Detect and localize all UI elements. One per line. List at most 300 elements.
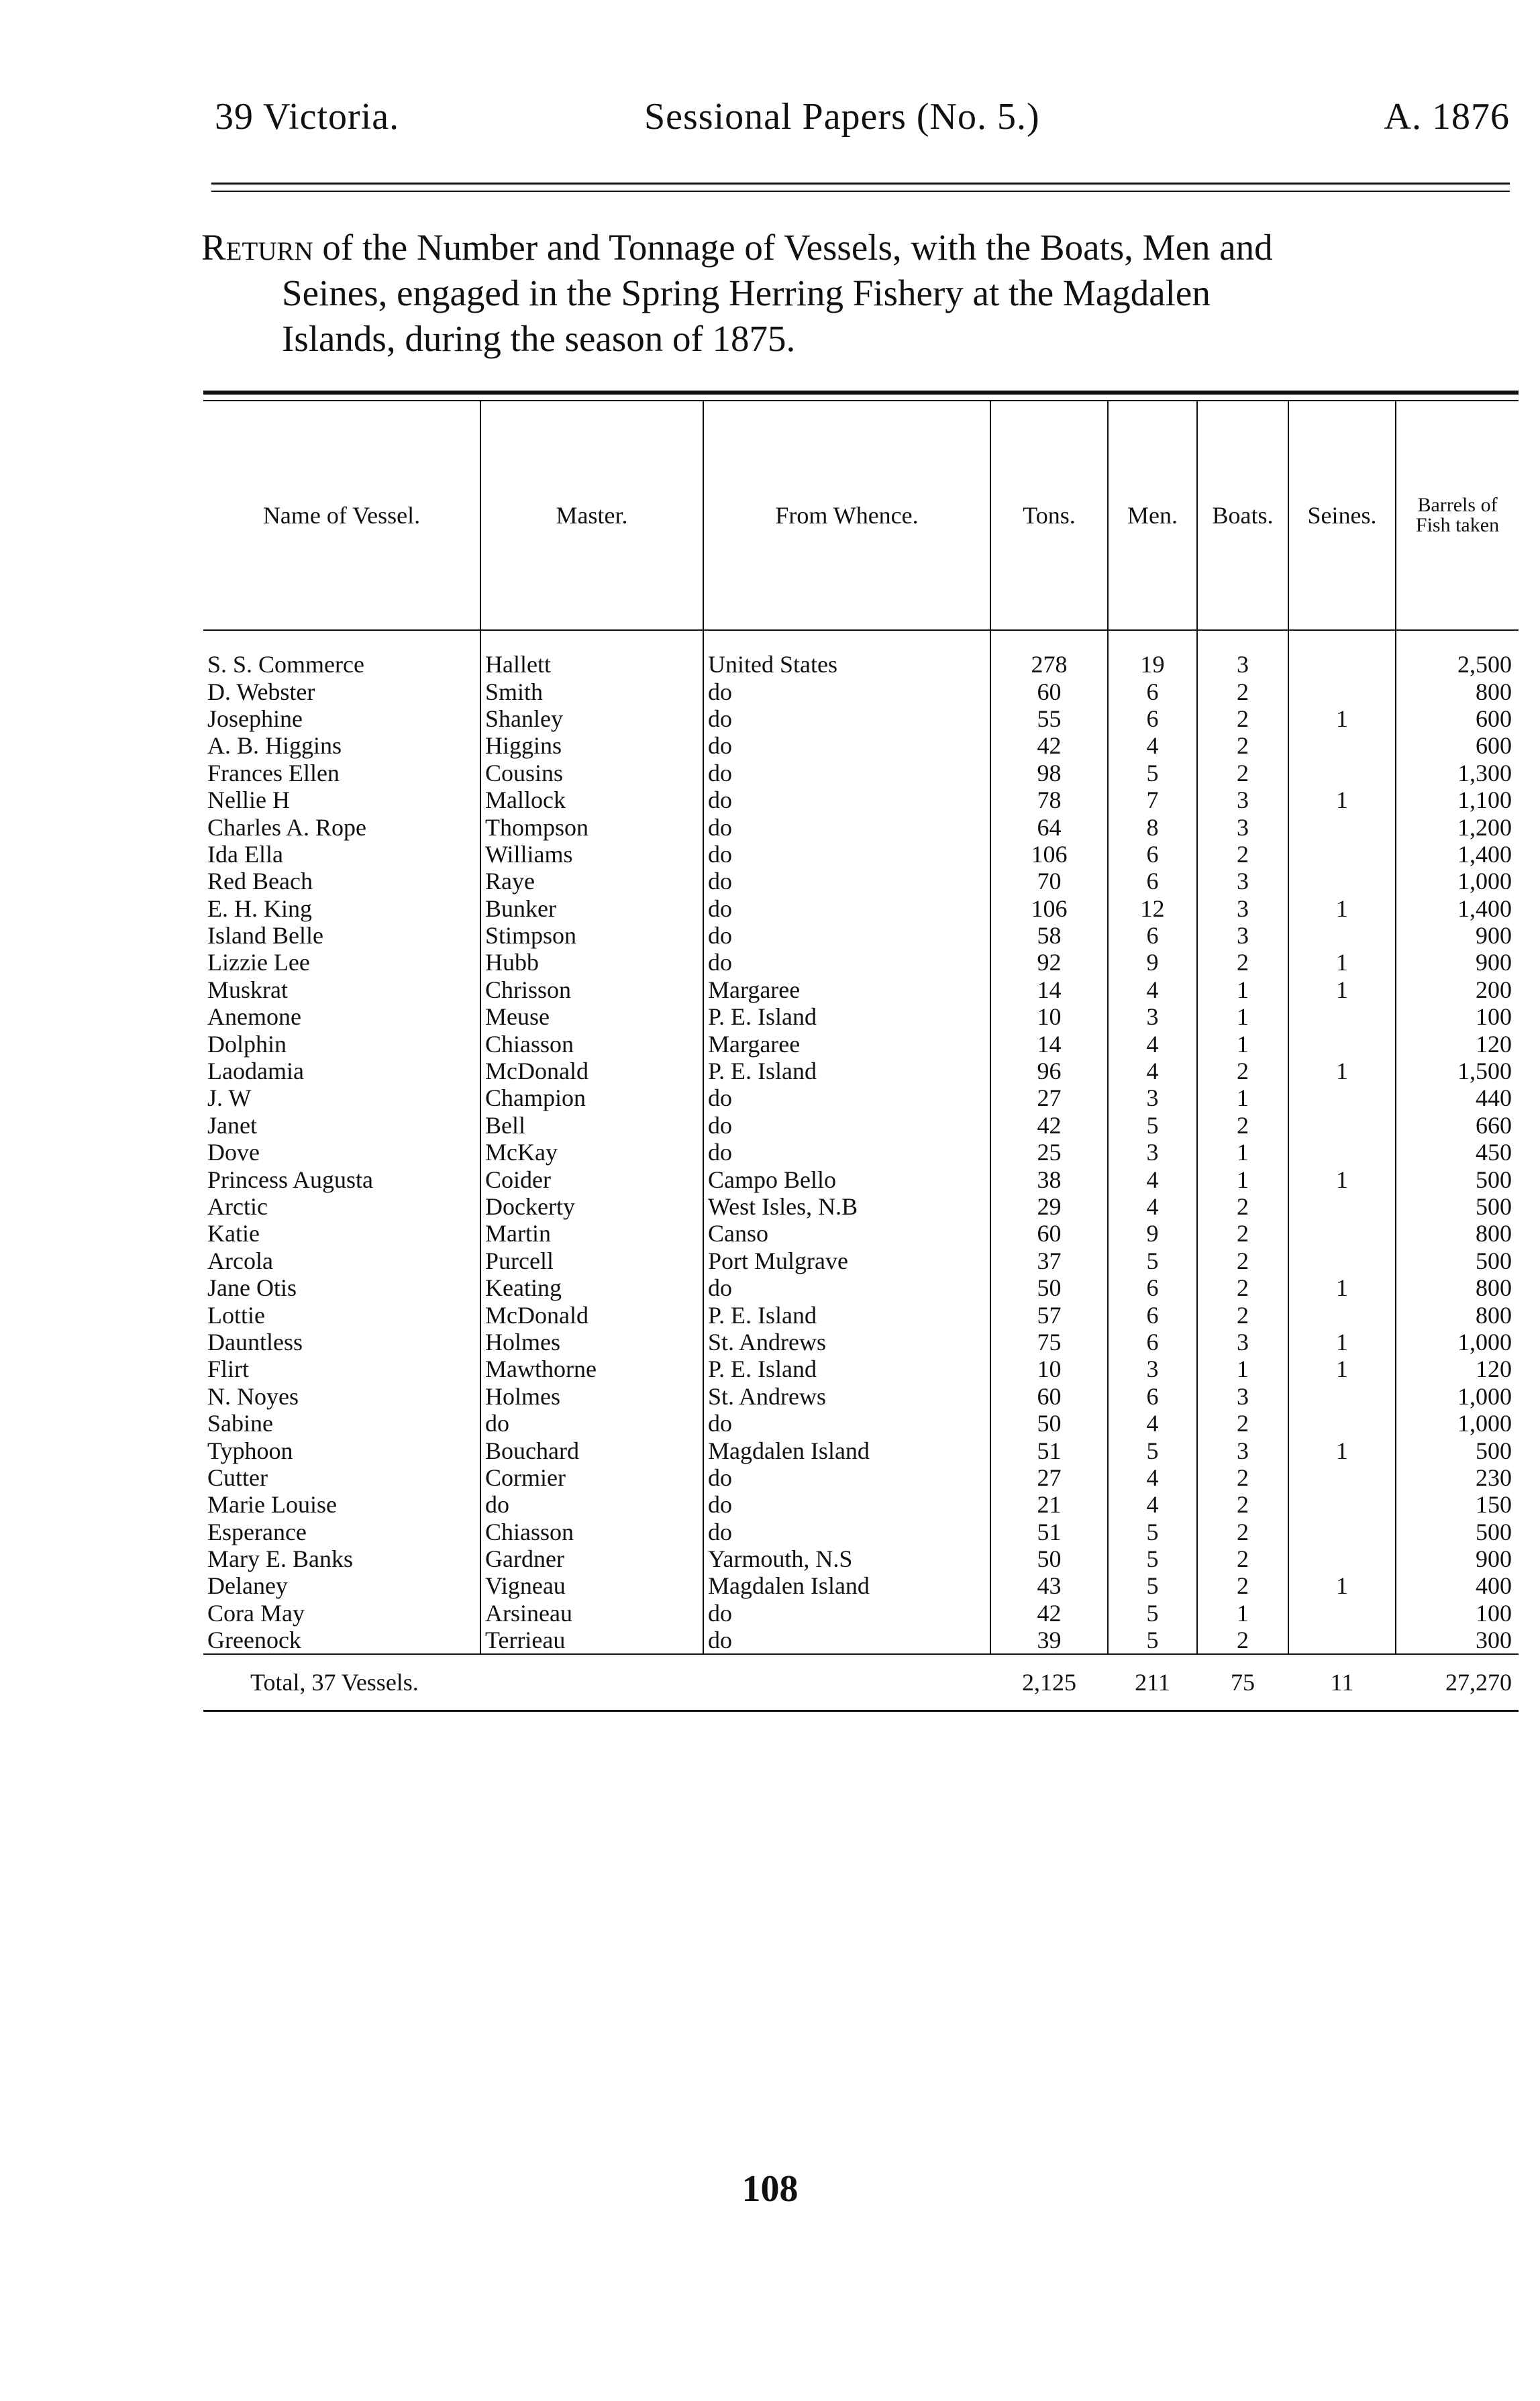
men-cell: 5 [1108, 1600, 1197, 1627]
table-header-row [203, 401, 1519, 630]
seines-cell [1288, 1301, 1396, 1328]
boats-cell: 2 [1197, 1274, 1288, 1301]
tons-cell: 14 [990, 976, 1108, 1003]
from-whence-cell: St. Andrews [703, 1383, 990, 1410]
vessel-name-cell: Lottie [207, 1301, 265, 1329]
seines-cell: 1 [1288, 1329, 1396, 1356]
table-row [203, 868, 1519, 895]
vessel-name-cell: Mary E. Banks [207, 1545, 353, 1573]
master-name-cell: Chiasson [480, 1030, 703, 1057]
barrels-cell: 1,400 [1396, 841, 1519, 868]
boats-cell: 1 [1197, 1600, 1288, 1627]
title-line-1-rest: of the Number and Tonnage of Vessels, with the Boats, Men and [313, 227, 1273, 268]
barrels-cell: 150 [1396, 1491, 1519, 1518]
barrels-cell: 400 [1396, 1572, 1519, 1599]
table-row [203, 1329, 1519, 1356]
barrels-cell: 1,400 [1396, 895, 1519, 922]
men-cell: 4 [1108, 1410, 1197, 1437]
master-name-cell: Thompson [480, 813, 703, 840]
master-name-cell: Bouchard [480, 1437, 703, 1464]
barrels-cell: 1,300 [1396, 760, 1519, 786]
seines-cell [1288, 1491, 1396, 1518]
vessel-name-cell: S. S. Commerce [207, 651, 364, 678]
tons-cell: 43 [990, 1572, 1108, 1599]
from-whence-cell: do [703, 922, 990, 949]
barrels-cell: 120 [1396, 1356, 1519, 1382]
vessel-name-cell: Charles A. Rope [207, 813, 366, 841]
tons-cell: 27 [990, 1464, 1108, 1491]
from-whence-cell: do [703, 786, 990, 813]
boats-cell: 2 [1197, 1519, 1288, 1545]
vessel-name-cell: Janet [207, 1111, 257, 1139]
boats-cell: 3 [1197, 1329, 1288, 1356]
barrels-cell: 1,500 [1396, 1058, 1519, 1084]
seines-cell [1288, 813, 1396, 840]
seines-cell: 1 [1288, 1437, 1396, 1464]
table-row [203, 1600, 1519, 1627]
from-whence-cell: do [703, 760, 990, 786]
men-cell: 8 [1108, 813, 1197, 840]
master-name-cell: McKay [480, 1139, 703, 1166]
boats-cell: 1 [1197, 1356, 1288, 1382]
master-name-cell: Mawthorne [480, 1356, 703, 1382]
header-series: Sessional Papers (No. 5.) [644, 96, 1040, 138]
boats-cell: 2 [1197, 705, 1288, 732]
tons-cell: 29 [990, 1193, 1108, 1220]
tons-cell: 21 [990, 1491, 1108, 1518]
tons-cell: 78 [990, 786, 1108, 813]
vessel-name-cell: Josephine [207, 705, 303, 732]
tons-cell: 75 [990, 1329, 1108, 1356]
tons-cell: 10 [990, 1003, 1108, 1030]
vessel-name-cell: Dolphin [207, 1030, 287, 1058]
boats-cell: 2 [1197, 1491, 1288, 1518]
title-lead-word: Return [201, 227, 313, 268]
boats-cell: 1 [1197, 1003, 1288, 1030]
vessel-name-cell: Dove [207, 1139, 260, 1166]
tons-cell: 70 [990, 868, 1108, 895]
from-whence-cell: do [703, 732, 990, 759]
master-name-cell: Cousins [480, 760, 703, 786]
men-cell: 3 [1108, 1003, 1197, 1030]
barrels-cell: 230 [1396, 1464, 1519, 1491]
boats-cell: 2 [1197, 1247, 1288, 1274]
boats-cell: 2 [1197, 760, 1288, 786]
total-label: Total, 37 Vessels. [203, 1654, 480, 1711]
col-header-master: Master. [480, 401, 703, 630]
seines-cell [1288, 1139, 1396, 1166]
from-whence-cell: do [703, 868, 990, 895]
tons-cell: 64 [990, 813, 1108, 840]
barrels-cell: 900 [1396, 949, 1519, 976]
master-name-cell: Chrisson [480, 976, 703, 1003]
table-row [203, 1112, 1519, 1139]
master-name-cell: Raye [480, 868, 703, 895]
barrels-cell: 500 [1396, 1519, 1519, 1545]
men-cell: 6 [1108, 841, 1197, 868]
barrels-cell: 200 [1396, 976, 1519, 1003]
barrels-cell: 120 [1396, 1030, 1519, 1057]
men-cell: 6 [1108, 1274, 1197, 1301]
barrels-cell: 450 [1396, 1139, 1519, 1166]
table-row [203, 1220, 1519, 1247]
table-row [203, 1410, 1519, 1437]
total-seines: 11 [1288, 1654, 1396, 1711]
boats-cell: 2 [1197, 1112, 1288, 1139]
barrels-cell: 1,000 [1396, 1410, 1519, 1437]
barrels-cell: 1,200 [1396, 813, 1519, 840]
table-row [203, 1274, 1519, 1301]
from-whence-cell: do [703, 1627, 990, 1654]
men-cell: 6 [1108, 1383, 1197, 1410]
from-whence-cell: Magdalen Island [703, 1572, 990, 1599]
vessel-name-cell: Jane Otis [207, 1274, 297, 1302]
barrels-cell: 100 [1396, 1003, 1519, 1030]
tons-cell: 50 [990, 1410, 1108, 1437]
master-name-cell: Mallock [480, 786, 703, 813]
seines-cell [1288, 1003, 1396, 1030]
table-row [203, 922, 1519, 949]
seines-cell [1288, 1030, 1396, 1057]
table-row [203, 1491, 1519, 1518]
col-header-from: From Whence. [703, 401, 990, 630]
boats-cell: 2 [1197, 1464, 1288, 1491]
boats-cell: 1 [1197, 1166, 1288, 1192]
vessel-name-cell: Sabine [207, 1410, 273, 1437]
master-name-cell: do [480, 1410, 703, 1437]
vessel-name-cell: Island Belle [207, 922, 323, 950]
table-row [203, 1572, 1519, 1599]
master-name-cell: Hubb [480, 949, 703, 976]
table-row [203, 786, 1519, 813]
from-whence-cell: Margaree [703, 1030, 990, 1057]
seines-cell: 1 [1288, 1166, 1396, 1192]
from-whence-cell: Margaree [703, 976, 990, 1003]
table-row [203, 1627, 1519, 1654]
boats-cell: 3 [1197, 786, 1288, 813]
table-row [203, 1383, 1519, 1410]
from-whence-cell: do [703, 1491, 990, 1518]
table-row [203, 1030, 1519, 1057]
barrels-cell: 800 [1396, 1301, 1519, 1328]
tons-cell: 106 [990, 895, 1108, 922]
table-body [203, 630, 1519, 1654]
master-name-cell: Holmes [480, 1383, 703, 1410]
from-whence-cell: Port Mulgrave [703, 1247, 990, 1274]
tons-cell: 38 [990, 1166, 1108, 1192]
boats-cell: 2 [1197, 841, 1288, 868]
master-name-cell: Hallett [480, 630, 703, 678]
seines-cell: 1 [1288, 949, 1396, 976]
vessel-name-cell: Nellie H [207, 786, 290, 814]
boats-cell: 1 [1197, 1139, 1288, 1166]
from-whence-cell: do [703, 813, 990, 840]
vessel-name-cell: Delaney [207, 1572, 288, 1600]
seines-cell [1288, 868, 1396, 895]
barrels-cell: 2,500 [1396, 630, 1519, 678]
seines-cell: 1 [1288, 786, 1396, 813]
master-name-cell: Williams [480, 841, 703, 868]
master-name-cell: do [480, 1491, 703, 1518]
men-cell: 9 [1108, 949, 1197, 976]
from-whence-cell: do [703, 841, 990, 868]
seines-cell [1288, 1627, 1396, 1654]
from-whence-cell: P. E. Island [703, 1356, 990, 1382]
master-name-cell: Champion [480, 1084, 703, 1111]
boats-cell: 2 [1197, 1545, 1288, 1572]
from-whence-cell: do [703, 1084, 990, 1111]
col-header-seines: Seines. [1288, 401, 1396, 630]
tons-cell: 60 [990, 1220, 1108, 1247]
total-from [703, 1654, 990, 1711]
master-name-cell: Shanley [480, 705, 703, 732]
page-number: 108 [741, 2168, 799, 2210]
tons-cell: 50 [990, 1545, 1108, 1572]
table-row [203, 1301, 1519, 1328]
from-whence-cell: do [703, 895, 990, 922]
men-cell: 4 [1108, 1464, 1197, 1491]
seines-cell [1288, 1545, 1396, 1572]
master-name-cell: Cormier [480, 1464, 703, 1491]
vessel-name-cell: Arctic [207, 1193, 268, 1220]
master-name-cell: Dockerty [480, 1193, 703, 1220]
from-whence-cell: do [703, 1464, 990, 1491]
from-whence-cell: United States [703, 630, 990, 678]
tons-cell: 14 [990, 1030, 1108, 1057]
vessel-name-cell: Frances Ellen [207, 759, 340, 786]
barrels-cell: 1,100 [1396, 786, 1519, 813]
seines-cell [1288, 760, 1396, 786]
boats-cell: 3 [1197, 1383, 1288, 1410]
seines-cell [1288, 841, 1396, 868]
tons-cell: 50 [990, 1274, 1108, 1301]
boats-cell: 3 [1197, 1437, 1288, 1464]
title-line-3: Islands, during the season of 1875. [282, 318, 796, 359]
men-cell: 5 [1108, 1112, 1197, 1139]
table-row [203, 1166, 1519, 1192]
barrels-cell: 800 [1396, 1220, 1519, 1247]
master-name-cell: McDonald [480, 1301, 703, 1328]
vessel-name-cell: Anemone [207, 1003, 301, 1031]
men-cell: 4 [1108, 976, 1197, 1003]
total-boats: 75 [1197, 1654, 1288, 1711]
table-row [203, 949, 1519, 976]
table-row [203, 732, 1519, 759]
from-whence-cell: St. Andrews [703, 1329, 990, 1356]
boats-cell: 2 [1197, 1301, 1288, 1328]
total-men: 211 [1108, 1654, 1197, 1711]
vessel-name-cell: Typhoon [207, 1437, 293, 1464]
tons-cell: 58 [990, 922, 1108, 949]
master-name-cell: Coider [480, 1166, 703, 1192]
boats-cell: 2 [1197, 1410, 1288, 1437]
vessel-name-cell: N. Noyes [207, 1382, 299, 1410]
men-cell: 3 [1108, 1139, 1197, 1166]
table-row [203, 1003, 1519, 1030]
table-row [203, 630, 1519, 678]
total-tons: 2,125 [990, 1654, 1108, 1711]
table-row [203, 1193, 1519, 1220]
table-row [203, 678, 1519, 705]
men-cell: 6 [1108, 678, 1197, 705]
vessel-name-cell: Katie [207, 1220, 260, 1247]
boats-cell: 2 [1197, 1220, 1288, 1247]
table-row [203, 1464, 1519, 1491]
vessel-name-cell: Ida Ella [207, 840, 283, 868]
vessel-name-cell: E. H. King [207, 895, 312, 922]
master-name-cell: Smith [480, 678, 703, 705]
boats-cell: 2 [1197, 1572, 1288, 1599]
boats-cell: 3 [1197, 895, 1288, 922]
from-whence-cell: P. E. Island [703, 1301, 990, 1328]
vessel-name-cell: Esperance [207, 1518, 307, 1545]
vessel-name-cell: J. W [207, 1084, 252, 1112]
from-whence-cell: do [703, 1112, 990, 1139]
men-cell: 6 [1108, 922, 1197, 949]
barrels-cell: 500 [1396, 1437, 1519, 1464]
seines-cell [1288, 1112, 1396, 1139]
seines-cell: 1 [1288, 1356, 1396, 1382]
boats-cell: 2 [1197, 1193, 1288, 1220]
tons-cell: 10 [990, 1356, 1108, 1382]
master-name-cell: Gardner [480, 1545, 703, 1572]
master-name-cell: Chiasson [480, 1519, 703, 1545]
men-cell: 5 [1108, 1519, 1197, 1545]
title-line-1 [201, 225, 1517, 270]
seines-cell: 1 [1288, 1274, 1396, 1301]
table-row [203, 1437, 1519, 1464]
from-whence-cell: Yarmouth, N.S [703, 1545, 990, 1572]
seines-cell [1288, 678, 1396, 705]
table-row [203, 895, 1519, 922]
tons-cell: 39 [990, 1627, 1108, 1654]
total-barrels: 27,270 [1396, 1654, 1519, 1711]
men-cell: 5 [1108, 1572, 1197, 1599]
men-cell: 9 [1108, 1220, 1197, 1247]
tons-cell: 96 [990, 1058, 1108, 1084]
master-name-cell: Meuse [480, 1003, 703, 1030]
men-cell: 3 [1108, 1356, 1197, 1382]
seines-cell [1288, 1519, 1396, 1545]
vessel-name-cell: Princess Augusta [207, 1166, 373, 1193]
from-whence-cell: do [703, 1274, 990, 1301]
master-name-cell: Vigneau [480, 1572, 703, 1599]
barrels-cell: 100 [1396, 1600, 1519, 1627]
header-rule-secondary [211, 191, 1510, 192]
master-name-cell: Stimpson [480, 922, 703, 949]
vessel-return-table [203, 391, 1519, 1712]
barrels-cell: 660 [1396, 1112, 1519, 1139]
table-top-rule [203, 393, 1519, 401]
from-whence-cell: do [703, 1139, 990, 1166]
men-cell: 4 [1108, 1166, 1197, 1192]
boats-cell: 2 [1197, 678, 1288, 705]
boats-cell: 2 [1197, 949, 1288, 976]
tons-cell: 55 [990, 705, 1108, 732]
boats-cell: 1 [1197, 1084, 1288, 1111]
barrels-cell: 500 [1396, 1247, 1519, 1274]
seines-cell: 1 [1288, 1572, 1396, 1599]
header-rule [211, 183, 1510, 185]
table-row [203, 705, 1519, 732]
men-cell: 3 [1108, 1084, 1197, 1111]
men-cell: 6 [1108, 1329, 1197, 1356]
tons-cell: 42 [990, 1600, 1108, 1627]
col-header-boats: Boats. [1197, 401, 1288, 630]
seines-cell: 1 [1288, 895, 1396, 922]
barrels-cell: 1,000 [1396, 868, 1519, 895]
table-row [203, 1519, 1519, 1545]
master-name-cell: Higgins [480, 732, 703, 759]
from-whence-cell: Magdalen Island [703, 1437, 990, 1464]
table-row [203, 1084, 1519, 1111]
table-row [203, 976, 1519, 1003]
master-name-cell: Purcell [480, 1247, 703, 1274]
seines-cell: 1 [1288, 705, 1396, 732]
table-row [203, 841, 1519, 868]
tons-cell: 60 [990, 1383, 1108, 1410]
table-row [203, 813, 1519, 840]
table-row [203, 1058, 1519, 1084]
master-name-cell: Holmes [480, 1329, 703, 1356]
tons-cell: 106 [990, 841, 1108, 868]
tons-cell: 42 [990, 732, 1108, 759]
tons-cell: 51 [990, 1519, 1108, 1545]
barrels-cell: 1,000 [1396, 1329, 1519, 1356]
barrels-cell: 900 [1396, 1545, 1519, 1572]
men-cell: 12 [1108, 895, 1197, 922]
men-cell: 4 [1108, 1491, 1197, 1518]
boats-cell: 3 [1197, 630, 1288, 678]
running-header [215, 95, 1510, 149]
tons-cell: 92 [990, 949, 1108, 976]
seines-cell [1288, 922, 1396, 949]
vessel-name-cell: Cutter [207, 1464, 268, 1491]
tons-cell: 98 [990, 760, 1108, 786]
men-cell: 4 [1108, 1030, 1197, 1057]
barrels-cell: 800 [1396, 1274, 1519, 1301]
men-cell: 6 [1108, 868, 1197, 895]
from-whence-cell: Campo Bello [703, 1166, 990, 1192]
table-row [203, 1356, 1519, 1382]
seines-cell [1288, 1220, 1396, 1247]
men-cell: 7 [1108, 786, 1197, 813]
tons-cell: 278 [990, 630, 1108, 678]
seines-cell [1288, 1247, 1396, 1274]
seines-cell [1288, 732, 1396, 759]
from-whence-cell: do [703, 949, 990, 976]
master-name-cell: Keating [480, 1274, 703, 1301]
tons-cell: 60 [990, 678, 1108, 705]
master-name-cell: Martin [480, 1220, 703, 1247]
total-row [203, 1654, 1519, 1711]
seines-cell [1288, 1410, 1396, 1437]
tons-cell: 57 [990, 1301, 1108, 1328]
table-title [201, 225, 1517, 362]
vessel-name-cell: Flirt [207, 1356, 250, 1383]
men-cell: 4 [1108, 1193, 1197, 1220]
barrels-cell: 500 [1396, 1166, 1519, 1192]
barrels-cell: 600 [1396, 732, 1519, 759]
from-whence-cell: do [703, 1600, 990, 1627]
col-header-name: Name of Vessel. [203, 401, 480, 630]
master-name-cell: McDonald [480, 1058, 703, 1084]
col-header-tons: Tons. [990, 401, 1108, 630]
vessel-name-cell: Muskrat [207, 976, 288, 1003]
seines-cell [1288, 630, 1396, 678]
from-whence-cell: West Isles, N.B [703, 1193, 990, 1220]
vessel-name-cell: Cora May [207, 1599, 305, 1627]
